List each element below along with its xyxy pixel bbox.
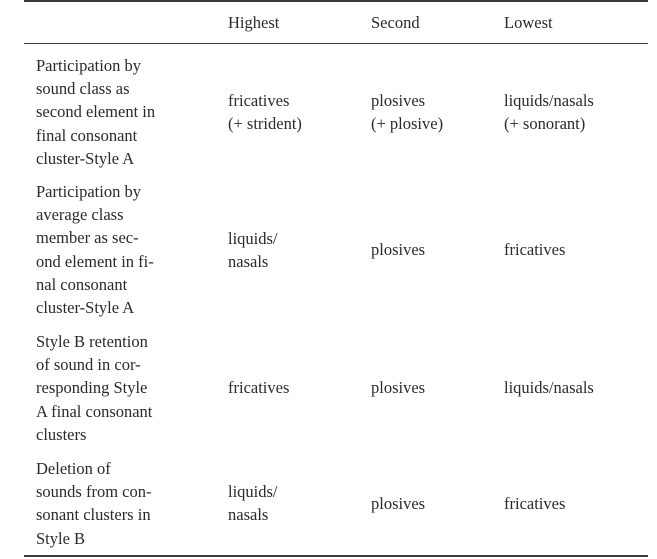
- table-bottom-rule: [24, 555, 648, 557]
- row-label-line: ond element in fi-: [36, 251, 154, 271]
- cell-lowest: [504, 376, 594, 399]
- cell-line: (+ sonorant): [504, 114, 586, 134]
- row-label-line: Deletion of: [36, 459, 111, 478]
- row-label-line: sonant clusters in: [36, 505, 151, 525]
- row-label-line: cluster-Style A: [36, 298, 135, 318]
- row-label-line: clusters: [36, 424, 87, 444]
- cell-line: plosives: [371, 240, 426, 259]
- row-label-line: Style B retention: [36, 332, 148, 351]
- cell-line: (+ plosive): [371, 114, 444, 134]
- cell-second: [371, 492, 425, 515]
- cell-line: liquids/: [228, 229, 278, 248]
- row-label: [36, 457, 206, 550]
- header-second: Second: [371, 13, 420, 32]
- cell-line: fricatives: [504, 240, 566, 259]
- row-label-line: final consonant: [36, 125, 138, 145]
- cell-second: [371, 89, 443, 135]
- table-top-rule: [24, 0, 648, 2]
- row-label-line: average class: [36, 205, 124, 225]
- row-label-line: Participation by: [36, 182, 141, 201]
- header-rule: [24, 43, 648, 44]
- cell-second: [371, 238, 425, 261]
- row-label-line: sound class as: [36, 79, 130, 99]
- cell-line: plosives: [371, 91, 426, 110]
- header-highest: Highest: [228, 13, 280, 32]
- row-label-line: Participation by: [36, 56, 141, 75]
- cell-highest: [228, 89, 302, 135]
- cell-lowest: [504, 238, 565, 261]
- cell-line: fricatives: [228, 378, 290, 397]
- cell-line: nasals: [228, 252, 269, 272]
- row-label: [36, 180, 206, 319]
- cell-line: fricatives: [228, 91, 290, 110]
- cell-line: nasals: [228, 505, 269, 525]
- cell-line: plosives: [371, 378, 426, 397]
- cell-line: liquids/nasals: [504, 91, 594, 110]
- row-label: [36, 330, 206, 446]
- row-label-line: responding Style: [36, 378, 148, 398]
- row-label-line: nal consonant: [36, 274, 128, 294]
- row-label: [36, 54, 206, 170]
- row-label-line: second element in: [36, 102, 156, 122]
- row-label-line: sounds from con-: [36, 482, 152, 502]
- header-lowest: Lowest: [504, 13, 553, 32]
- row-label-line: cluster-Style A: [36, 148, 135, 168]
- row-label-line: member as sec-: [36, 228, 139, 248]
- cell-highest: [228, 480, 278, 526]
- cell-line: plosives: [371, 494, 426, 513]
- cell-lowest: [504, 492, 565, 515]
- row-label-line: Style B: [36, 528, 86, 548]
- cell-line: fricatives: [504, 494, 566, 513]
- cell-line: liquids/nasals: [504, 378, 594, 397]
- cell-highest: [228, 376, 289, 399]
- cell-line: liquids/: [228, 482, 278, 501]
- cell-second: [371, 376, 425, 399]
- cell-highest: [228, 227, 278, 273]
- row-label-line: of sound in cor-: [36, 355, 141, 375]
- cell-lowest: [504, 89, 594, 135]
- cell-line: (+ strident): [228, 114, 302, 134]
- row-label-line: A final consonant: [36, 401, 153, 421]
